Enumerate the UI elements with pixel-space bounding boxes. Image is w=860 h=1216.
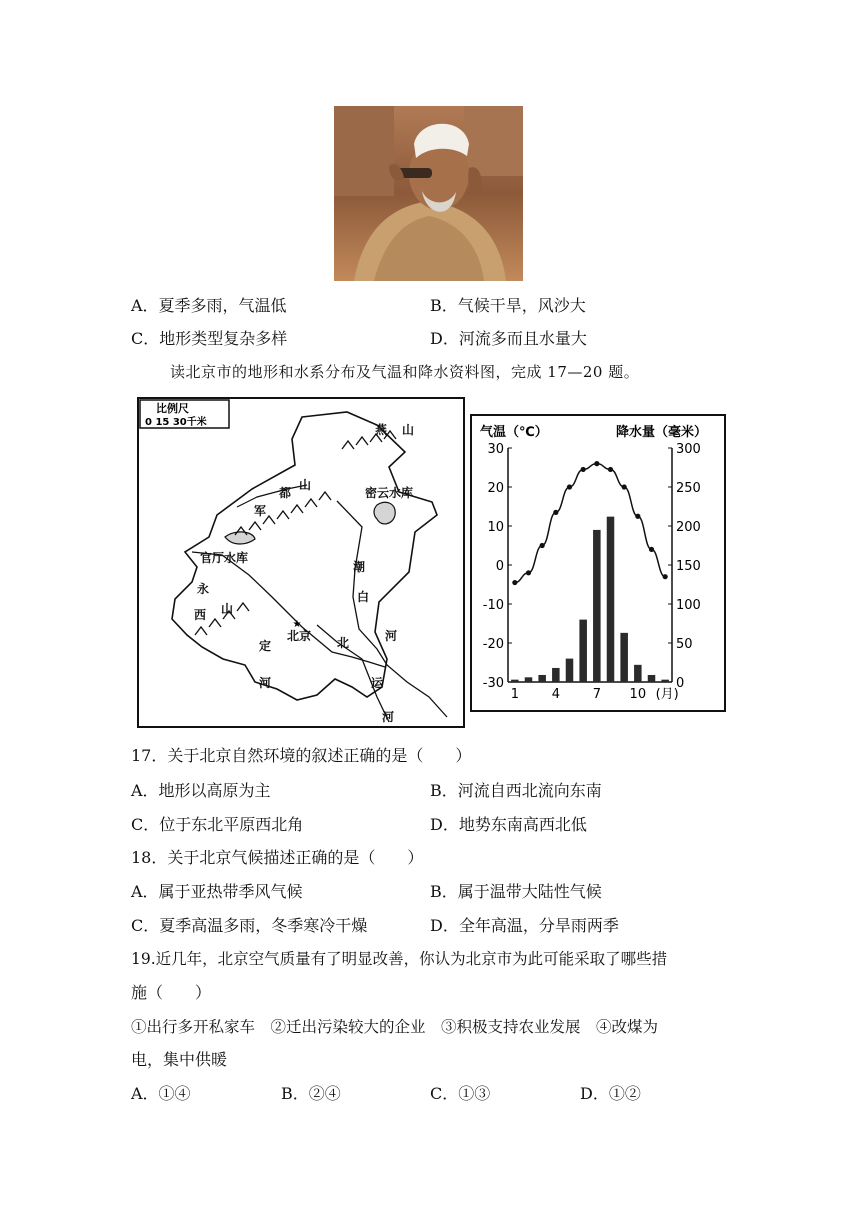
photo-old-man-in-fur-coat [334,106,523,281]
temp-point-month-11 [649,547,654,552]
precip-bar-month-10 [634,665,642,682]
label-xishan-shan: 山 [221,602,234,616]
label-beijing: 北京 [287,629,312,643]
q18-option-b: B．属于温带大陆性气候 [430,882,602,901]
temperature-axis-label: 气温（℃） [480,425,548,440]
q19-option-b: B．②④ [281,1084,341,1103]
precip-bar-month-2 [525,677,533,682]
month-tick-label: 7 [592,687,601,702]
precip-tick-label: 50 [676,637,693,652]
q19-items-line2: 电，集中供暖 [131,1050,228,1069]
climate-chart [470,414,726,712]
temp-point-month-9 [622,484,627,489]
q16-option-d: D．河流多而且水量大 [430,329,587,348]
precip-bar-month-9 [620,633,628,682]
label-bei: 北 [337,636,350,650]
q18-option-d: D．全年高温，分旱雨两季 [430,916,619,935]
beijing-star-icon: ★ [292,619,302,630]
temp-tick-label: -10 [482,598,504,613]
precip-bar-month-7 [593,530,601,682]
precip-tick-label: 0 [676,676,685,691]
beijing-terrain-map [137,397,465,728]
temp-tick-label: 20 [487,481,504,496]
precipitation-axis-label: 降水量（毫米） [616,425,708,440]
scale-title: 比例尺 [156,402,189,415]
q17-option-a: A．地形以高原为主 [131,781,271,800]
label-yongding-he: 河 [259,676,272,690]
precip-bar-month-1 [511,680,519,682]
label-chao: 潮 [353,560,366,574]
temp-point-month-10 [635,514,640,519]
temp-point-month-8 [608,467,613,472]
q16-option-c: C．地形类型复杂多样 [131,329,288,348]
q18-option-a: A．属于亚热带季风气候 [131,882,303,901]
q18-option-c: C．夏季高温多雨，冬季寒冷干燥 [131,916,368,935]
month-unit-label: (月) [655,687,679,702]
month-tick-label: 4 [551,687,560,702]
temp-point-month-5 [567,484,572,489]
month-tick-label: 1 [510,687,519,702]
precip-bar-month-11 [648,675,656,682]
label-jun: 军 [254,504,267,518]
label-miyun-reservoir: 密云水库 [365,486,414,500]
temp-tick-label: 30 [487,442,504,457]
precip-bar-month-5 [566,659,574,682]
temp-point-month-6 [581,467,586,472]
q19-option-c: C．①③ [430,1084,491,1103]
temp-tick-label: 10 [487,520,504,535]
precip-bar-month-6 [579,620,587,682]
q19-stem-line1: 19.近几年，北京空气质量有了明显改善，你认为北京市为此可能采取了哪些措 [131,950,668,968]
temp-point-month-3 [540,543,545,548]
label-du: 都 [279,486,292,500]
temp-point-month-2 [526,570,531,575]
q17-option-d: D．地势东南高西北低 [430,815,587,834]
label-yun: 运 [371,676,384,690]
temp-tick-label: -20 [482,637,504,652]
q17-option-b: B．河流自西北流向东南 [430,781,602,800]
precip-bar-month-12 [661,680,669,682]
temp-tick-label: 0 [495,559,504,574]
label-chaobai-he: 河 [385,629,398,643]
label-xi: 西 [194,608,207,622]
precip-bar-month-8 [607,517,615,682]
q19-option-d: D．①② [580,1084,641,1103]
q17-option-c: C．位于东北平原西北角 [131,815,304,834]
label-yan: 燕 [375,423,388,437]
q19-items-line1: ①出行多开私家车 ②迁出污染较大的企业 ③积极支持农业发展 ④改煤为 [131,1018,659,1036]
temp-tick-label: -30 [482,676,504,691]
label-ding: 定 [259,639,272,653]
temp-point-month-4 [553,510,558,515]
label-yong: 永 [197,582,210,596]
month-tick-label: 10 [629,687,647,702]
temp-point-month-7 [594,461,599,466]
temp-point-month-1 [512,580,517,585]
q18-stem: 18．关于北京气候描述正确的是（ ） [131,848,424,867]
q16-option-b: B．气候干旱，风沙大 [430,296,586,315]
q17-stem: 17．关于北京自然环境的叙述正确的是（ ） [131,746,472,765]
intro-text: 读北京市的地形和水系分布及气温和降水资料图，完成 17—20 题。 [170,363,640,381]
temp-point-month-12 [663,574,668,579]
label-guanting-reservoir: 官厅水库 [200,551,249,565]
label-jundu-shan: 山 [299,478,312,492]
precip-tick-label: 200 [676,520,701,535]
q19-option-a: A．①④ [131,1084,191,1103]
precip-tick-label: 300 [676,442,701,457]
label-beiyun-he: 河 [382,710,395,724]
precip-tick-label: 100 [676,598,701,613]
scale-values: 0 15 30千米 [145,417,207,428]
q19-stem-line2: 施（ ） [131,983,212,1002]
label-bai: 白 [357,590,370,604]
precip-bar-month-4 [552,668,560,682]
label-yanshan-shan: 山 [402,423,415,437]
precip-tick-label: 250 [676,481,701,496]
q16-option-a: A．夏季多雨，气温低 [131,296,287,315]
precip-bar-month-3 [538,675,546,682]
precip-tick-label: 150 [676,559,701,574]
